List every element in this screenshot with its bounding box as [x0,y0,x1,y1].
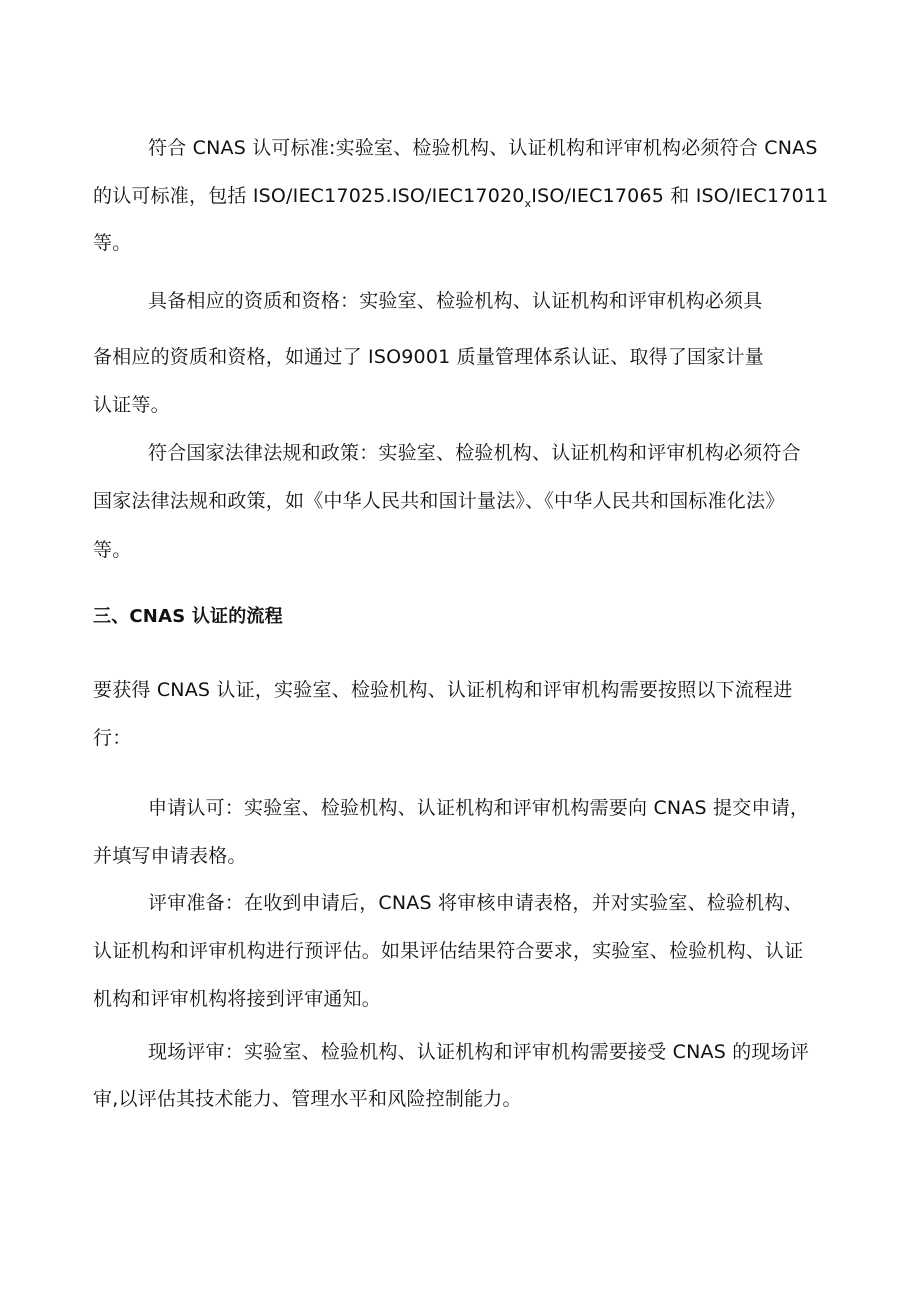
subscript: x [524,197,532,210]
paragraph-line: 认证机构和评审机构进行预评估。如果评估结果符合要求，实验室、检验机构、认证 [93,940,804,962]
paragraph-line: 符合 CNAS 认可标准:实验室、检验机构、认证机构和评审机构必须符合 CNAS [148,137,818,159]
paragraph-line: 申请认可：实验室、检验机构、认证机构和评审机构需要向 CNAS 提交申请， [148,797,810,819]
paragraph-line: 机构和评审机构将接到评审通知。 [93,988,382,1010]
section-heading: 三、CNAS 认证的流程 [93,606,283,627]
paragraph-line: 等。 [93,539,132,561]
paragraph-line: 评审准备：在收到申请后，CNAS 将审核申请表格，并对实验室、检验机构、 [148,892,803,914]
paragraph-line: 等。 [93,232,132,254]
paragraph-line: 审,以评估其技术能力、管理水平和风险控制能力。 [93,1088,522,1110]
paragraph-line: 现场评审：实验室、检验机构、认证机构和评审机构需要接受 CNAS 的现场评 [148,1041,810,1063]
text-segment: 的认可标准，包括 ISO/IEC17025.ISO/IEC17020 [93,185,525,207]
paragraph-line: 要获得 CNAS 认证，实验室、检验机构、认证机构和评审机构需要按照以下流程进 [93,679,793,701]
text-segment: ISO/IEC17065 和 ISO/IEC17011 [531,185,829,207]
paragraph-line: 行： [93,727,132,749]
paragraph-line: 国家法律法规和政策，如《中华人民共和国计量法》、《中华人民共和国标准化法》 [93,490,785,512]
paragraph-line: 认证等。 [93,394,170,416]
paragraph-line: 符合国家法律法规和政策：实验室、检验机构、认证机构和评审机构必须符合 [148,442,801,464]
paragraph-line: 备相应的资质和资格，如通过了 ISO9001 质量管理体系认证、取得了国家计量 [93,346,764,368]
paragraph-line [93,184,828,216]
paragraph-line: 并填写申请表格。 [93,845,247,867]
paragraph-line: 具备相应的资质和资格：实验室、检验机构、认证机构和评审机构必须具 [148,290,763,312]
